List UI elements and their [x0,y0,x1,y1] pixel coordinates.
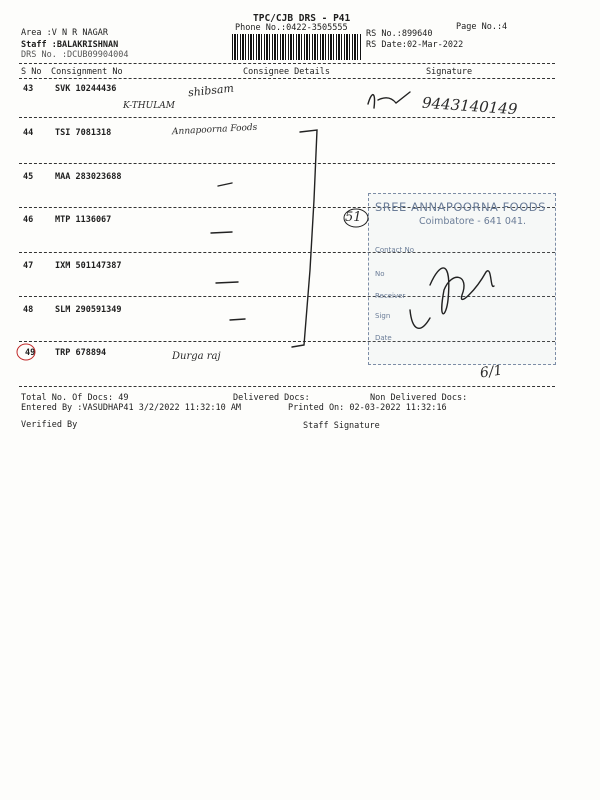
row-sno: 48 [23,305,34,315]
delivery-bracket [292,130,317,347]
handwritten-name: shibsam [187,81,235,100]
row-sno: 43 [23,84,34,94]
tick-mark [230,319,245,320]
handwritten-name: Durga raj [172,351,221,362]
handwritten-consignee: Annapoorna Foods [171,122,258,138]
handwritten-ratio: 6/1 [478,362,504,382]
stamp-subtitle: Coimbatore - 641 041. [419,216,527,227]
stamp-signature-stroke [410,310,430,328]
row-consignment: TRP 678894 [55,348,107,358]
stamp-field: No [375,270,385,278]
area-label: Area :V N R NAGAR [21,28,108,38]
row-sno: 44 [23,128,34,138]
total-docs: Total No. Of Docs: 49 [21,393,129,403]
signature-stroke [368,92,410,108]
handwritten-count: 51 [345,210,362,225]
stamp-field: Contact No [375,246,414,254]
count-circle [344,209,368,227]
document-title: TPC/CJB DRS - P41 [253,13,351,24]
row-consignment: TSI 7081318 [55,128,112,138]
verified-by: Verified By [21,420,78,430]
column-consignment: Consignment No [51,67,123,77]
row-sno: 47 [23,261,34,271]
handwritten-phone: 9443140149 [421,93,518,119]
printed-on: Printed On: 02-03-2022 11:32:16 [288,403,447,413]
row-consignment: SVK 10244436 [55,84,117,94]
entered-by: Entered By :VASUDHAP41 3/2/2022 11:32:10 AM [21,403,242,413]
handwritten-place: K-THULAM [123,101,175,111]
row-consignment: SLM 290591349 [55,305,122,315]
staff-signature: Staff Signature [303,421,380,431]
row-sno: 46 [23,215,34,225]
column-sno: S No [21,67,42,77]
tick-mark [218,183,232,186]
row-consignment: IXM 501147387 [55,261,122,271]
column-consignee: Consignee Details [243,67,330,77]
phone-number: Phone No.:0422-3505555 [235,23,348,33]
column-signature: Signature [426,67,473,77]
rs-date: RS Date:02-Mar-2022 [366,40,464,50]
stamp-field: Sign [375,312,391,320]
drs-number: DRS No. :DCUB09904004 [21,50,129,60]
page-number: Page No.:4 [456,22,508,32]
tick-mark [211,232,232,233]
stamp-signature-stroke [430,268,494,314]
tick-mark [216,282,238,283]
stamp-field: Receiver [375,292,406,300]
row-sno: 45 [23,172,34,182]
row-consignment: MTP 1136067 [55,215,112,225]
stamp-field: Date [375,334,392,342]
rs-number: RS No.:899640 [366,29,433,39]
row-consignment: MAA 283023688 [55,172,122,182]
non-delivered-docs: Non Delivered Docs: [370,393,468,403]
red-circle [17,344,35,360]
row-sno: 49 [25,348,36,358]
delivered-docs: Delivered Docs: [233,393,310,403]
staff-name: Staff :BALAKRISHNAN [21,40,119,50]
stamp-title: SREE ANNAPOORNA FOODS [375,200,546,214]
